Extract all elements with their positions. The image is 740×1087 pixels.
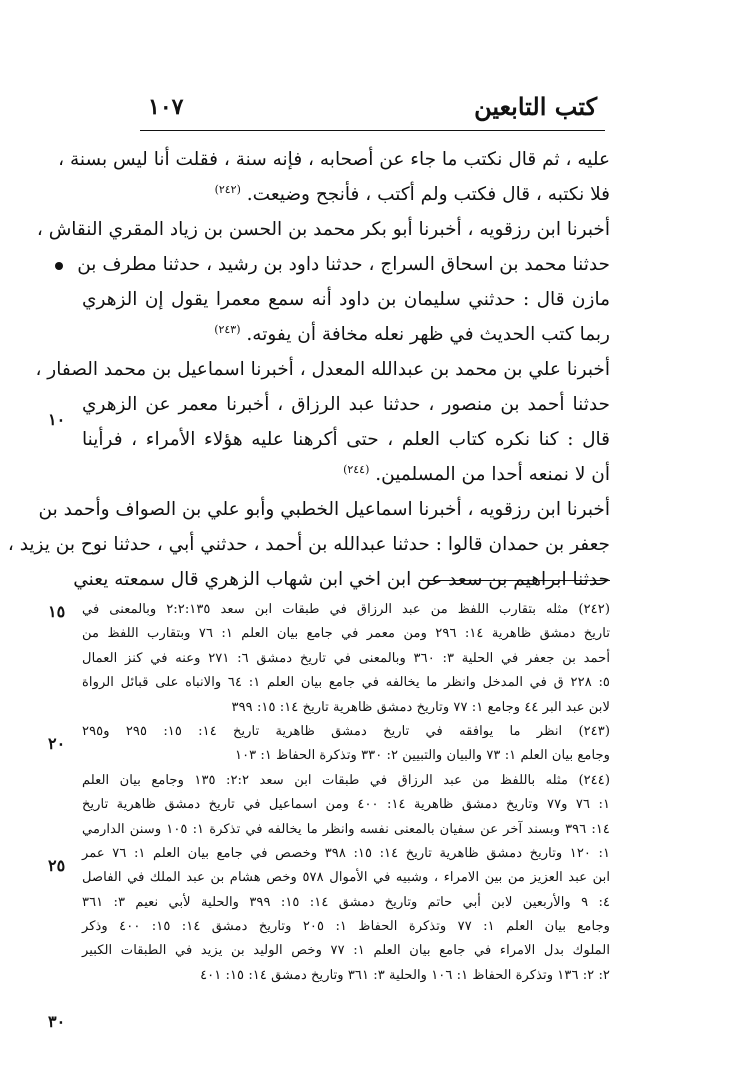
note-ref: (٢٤٤)	[343, 462, 370, 476]
text-line	[82, 177, 610, 212]
text-line: حدثنا أحمد بن منصور ، حدثنا عبد الرزاق ، أخبرنا معمر عن الزهري	[82, 394, 610, 415]
margin-bullet-icon	[55, 262, 63, 270]
footnote-line: وجامع بيان العلم ١: ٧٣ والبيان والتبيين ٢: ٣٣٠ وتذكرة الحفاظ ١: ١٠٣	[234, 748, 610, 764]
footnote-line: (٢٤٤) مثله باللفظ من عبد الرزاق في طبقات ابن سعد ٢:٢: ١٣٥ وجامع بيان العلم	[82, 772, 610, 788]
footnote-line: ابن عبد العزيز من بين الامراء ، وشبيه في الأموال ٥٧٨ وخص هشام بن عبد الملك في الفاصل	[82, 870, 610, 886]
footnote-line: أحمد بن جعفر في الحلية ٣: ٣٦٠ وبالمعنى في تاريخ دمشق ٦: ٢٧١ وعنه في كنز العمال	[82, 650, 611, 666]
margin-line-number: ٢٥	[48, 856, 66, 875]
text-line: حدثنا ابراهيم بن سعد عن ابن اخي ابن شهاب الزهري قال سمعته يعني	[73, 569, 610, 590]
footnote-line: وجامع بيان العلم ١: ٧٧ وتذكرة الحفاظ ١: ٢٠٥ وتاريخ دمشق ١٤: ١٥: ٤٠٠ وذكر	[82, 919, 611, 935]
text-line: قال : كنا نكره كتاب العلم ، حتى أكرهنا عليه هؤلاء الأمراء ، فرأينا	[82, 429, 610, 450]
note-ref: (٢٤٣)	[214, 322, 241, 336]
text-line: أخبرنا ابن رزقويه ، أخبرنا أبو بكر محمد بن الحسن بن زياد المقري النقاش ،	[36, 219, 610, 240]
footnote-line: ٥: ٢٢٨ ق في المدخل وانظر ما يخالفه في جامع بيان العلم ١: ٦٤ والانباه على قبائل الرواة	[82, 675, 611, 691]
text-line: جعفر بن حمدان قالوا : حدثنا عبدالله بن أحمد ، حدثني أبي ، حدثنا نوح بن يزيد ،	[7, 534, 610, 555]
text-line: أخبرنا علي بن محمد بن عبدالله المعدل ، أخبرنا اسماعيل بن محمد الصفار ،	[35, 359, 610, 380]
footnote-line: تاريخ دمشق ظاهرية ١٤: ٢٩٦ ومن معمر في جامع بيان العلم ١: ٧٦ وبتقارب اللفظ من	[82, 626, 610, 642]
footnote-line: ٢: ٢: ١٣٦ وتذكرة الحفاظ ١: ١٠٦ والحلية ٣: ٣٦١ وتاريخ دمشق ١٤: ١٥: ٤٠١	[200, 967, 610, 983]
footnotes	[82, 598, 610, 988]
page-number: ١٠٧	[148, 94, 184, 120]
text-line-content: فلا نكتبه ، قال فكتب ولم أكتب ، فأنجح وضيعت.	[246, 184, 610, 205]
footnote-line: ١: ١٢٠ وتاريخ دمشق ظاهرية تاريخ ١٤: ١٥: ٣٩٨ وخصص في جامع بيان العلم ١: ٧٦ عمر	[82, 845, 611, 861]
margin-line-number: ٣٠	[48, 1012, 66, 1031]
running-title: كتب التابعين	[474, 92, 597, 121]
footnote-line: ٤: ٩ والأربعين لابن أبي حاتم وتاريخ دمشق ١٤: ١٥: ٣٩٩ والحلية لأبي نعيم ٣: ٣٦١	[82, 894, 611, 910]
text-line: أخبرنا ابن رزقويه ، أخبرنا اسماعيل الخطبي وأبو علي بن الصواف وأحمد بن	[38, 499, 610, 520]
note-ref: (٢٤٢)	[214, 182, 241, 196]
margin-line-number: ٢٠	[48, 734, 66, 753]
margin-line-number: ١٥	[48, 602, 66, 621]
footnote-line: الملوك بدل الامراء في جامع بيان العلم ١: ٧٧ وخص الوليد بن يزيد في الطبقات الكبير	[82, 943, 610, 959]
footnote-line: ١٤: ٣٩٦ وبسند آخر عن سفيان بالمعنى نفسه وانظر ما يخالفه في تذكرة ١: ١٠٥ وسنن الدارمي	[82, 821, 610, 837]
text-line-content: أن لا نمنعه أحدا من المسلمين.	[375, 464, 610, 485]
footnote-line: ١: ٧٦ و٧٧ وتاريخ دمشق ظاهرية ١٤: ٤٠٠ ومن اسماعيل في تاريخ دمشق ظاهرية تاريخ	[82, 797, 611, 813]
text-line: عليه ، ثم قال نكتب ما جاء عن أصحابه ، فإنه سنة ، فقلت أنا ليس بسنة ،	[58, 149, 610, 170]
text-line	[82, 317, 610, 352]
text-line: حدثنا محمد بن اسحاق السراج ، حدثنا داود بن رشيد ، حدثنا مطرف بن	[77, 254, 610, 275]
footnote-separator	[420, 580, 610, 581]
footnote-line: (٢٤٢) مثله بتقارب اللفظ من عبد الرزاق في طبقات ابن سعد ٢:٢:١٣٥ وبالمعنى في	[82, 602, 610, 617]
text-line-content: ربما كتب الحديث في ظهر نعله مخافة أن يفوته.	[246, 324, 610, 345]
footnote-line: (٢٤٣) انظر ما يوافقه في تاريخ دمشق ظاهرية تاريخ ١٤: ١٥: ٢٩٥ و٢٩٥	[82, 723, 610, 739]
page-header	[140, 92, 605, 132]
text-line	[82, 457, 610, 492]
text-line: مازن قال : حدثني سليمان بن داود أنه سمع معمرا يقول إن الزهري	[82, 289, 610, 310]
header-rule	[140, 130, 605, 131]
footnote-line: لابن عبد البر ٤٤ وجامع ١: ٧٧ وتاريخ دمشق ظاهرية تاريخ ١٤: ١٥: ٣٩٩	[231, 699, 610, 715]
margin-line-number: ١٠	[48, 410, 66, 429]
